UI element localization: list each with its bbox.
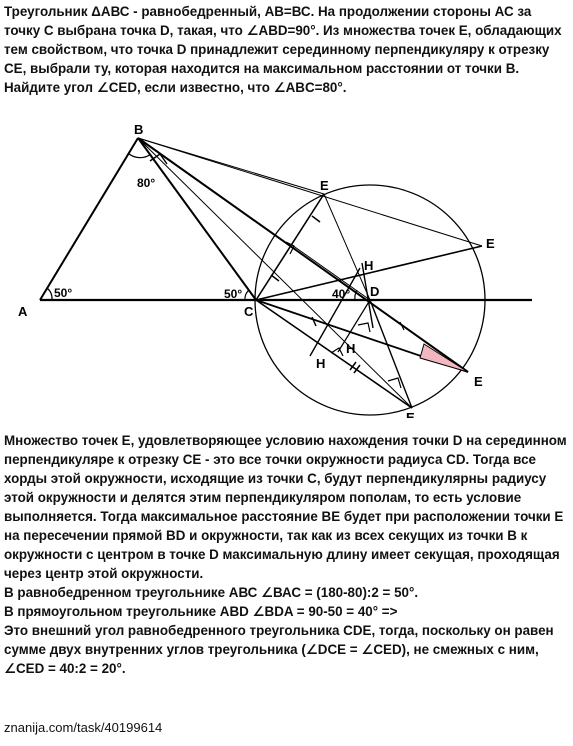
solution-line-3: В прямоугольном треугольнике ABD ∠BDA = 90-50 = 40° => (4, 604, 398, 619)
label-angle-abc: 80° (137, 176, 156, 190)
geometry-figure (0, 118, 573, 418)
arc-angle-b (128, 153, 151, 158)
arc-angle-a (47, 288, 52, 300)
highlight-angle-ced (420, 344, 468, 372)
label-b: B (134, 122, 144, 137)
label-h3: H (316, 356, 326, 371)
side-bc (138, 138, 256, 300)
arc-angle-c (245, 290, 249, 300)
right-angle-3 (331, 348, 343, 356)
solution-line-5: ∠CED = 40:2 = 20°. (4, 661, 126, 676)
right-angle-2 (358, 323, 370, 332)
source-watermark: znanija.com/task/40199614 (4, 720, 163, 735)
label-c: C (244, 304, 254, 319)
label-d: D (370, 284, 380, 299)
right-angle-b (150, 154, 167, 164)
side-ab (40, 138, 138, 300)
problem-statement (4, 2, 569, 97)
label-e2: E (486, 236, 495, 251)
tick-3 (312, 317, 316, 326)
solution-line-1: Множество точек Е, удовлетворяющее условию нахождения точки D на серединном перпендикуляре к отрезку CE - это все точки окружности радиуса CD. Тогда все хорды этой окружности, исходящие из точки С, будут перпендикулярны радиусу этой окружности и делятся этим перпендикуляром пополам, то есть условие выполняется. Тогда максимальное расстояние ВЕ будет при расположении точки Е на пересечении прямой BD и окружности, так как из всех секущих из точки В к окружности с центром в точке D максимальную длину имеет секущая, проходящая через центр этой окружности. (4, 433, 567, 581)
label-h2: H (346, 341, 356, 356)
label-angle-c: 50° (224, 287, 243, 301)
label-h1: H (364, 258, 374, 273)
segment-bd-e (138, 138, 468, 372)
label-e4: E (406, 410, 415, 418)
problem-text: Треугольник ΔАВС - равнобедренный, АВ=ВС. На продолжении стороны АС за точку С выбрана точка D, такая, что ∠ABD=90°. Из множества точек Е, обладающих тем свойством, что точка D принадлежит серединному перпендикуляру к отрезку СЕ, выбрали ту, которая находится на максимальном расстоянии от точки В. Найдите угол ∠CED, если известно, что ∠ABC=80°. (4, 4, 562, 95)
solution-line-2: В равнобедренном треугольнике АВС ∠ВАС = (180-80):2 = 50°. (4, 585, 419, 600)
label-a: A (18, 304, 28, 319)
solution-text (4, 431, 569, 678)
solution-line-4: Это внешний угол равнобедренного треугольника CDE, тогда, поскольку он равен сумме двух внутренних углов треугольника (∠DCE = ∠CED), не смежных с ним, (4, 623, 554, 657)
figure-svg (0, 118, 573, 418)
segment-b-e2 (138, 138, 482, 246)
chord-c-e2 (256, 246, 482, 300)
tick-1 (312, 216, 320, 222)
label-angle-bda: 40° (332, 287, 351, 301)
label-e1: E (320, 178, 329, 193)
chord-c-e1 (256, 194, 324, 300)
label-e3: E (474, 374, 483, 389)
label-angle-a: 50° (54, 286, 73, 300)
